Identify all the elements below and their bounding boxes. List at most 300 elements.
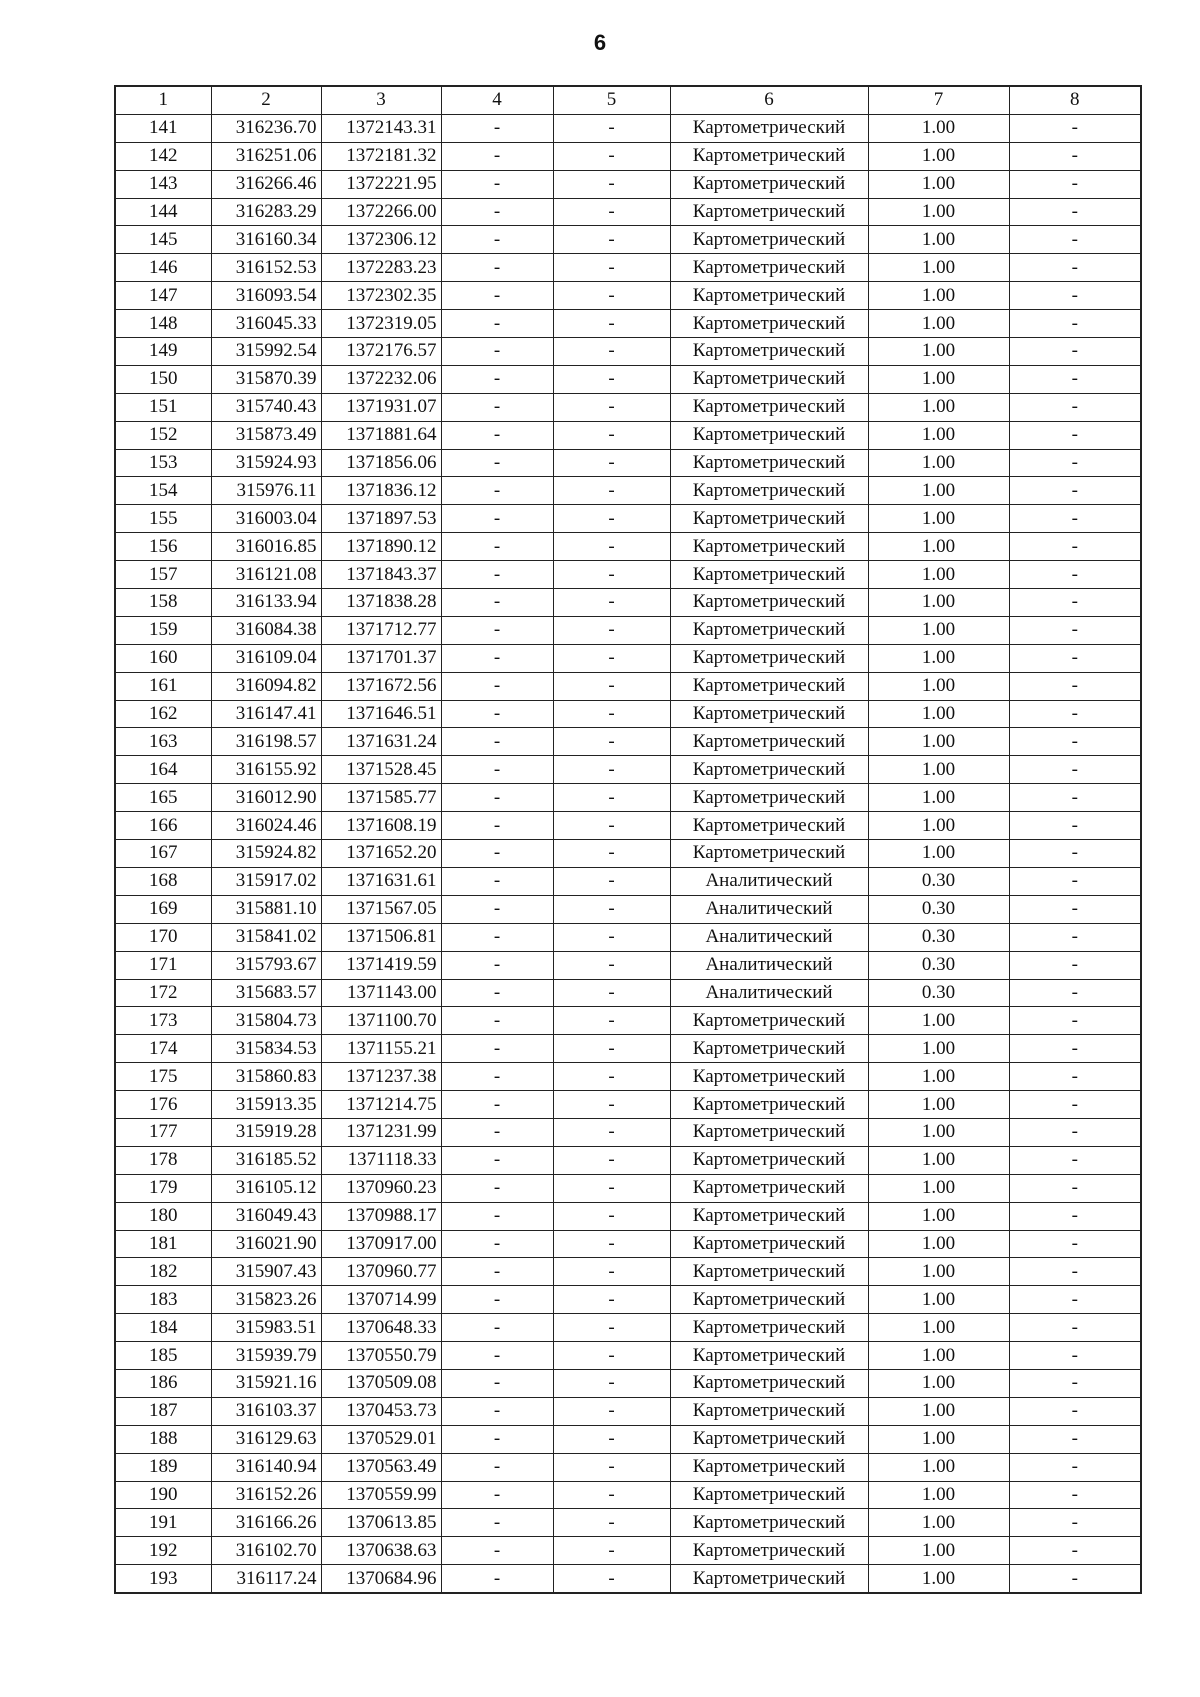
x-coordinate-cell: 316121.08 [211, 561, 321, 589]
accuracy-cell: 1.00 [868, 254, 1009, 282]
y-coordinate-cell: 1371155.21 [321, 1035, 441, 1063]
method-cell: Картометрический [670, 589, 868, 617]
table-row [115, 338, 1141, 366]
y-coordinate-cell: 1370960.77 [321, 1258, 441, 1286]
col4-cell: - [441, 533, 553, 561]
method-cell: Картометрический [670, 1202, 868, 1230]
col5-cell: - [553, 672, 670, 700]
accuracy-cell: 1.00 [868, 477, 1009, 505]
y-coordinate-cell: 1371214.75 [321, 1091, 441, 1119]
col5-cell: - [553, 477, 670, 505]
col4-cell: - [441, 1007, 553, 1035]
col5-cell: - [553, 951, 670, 979]
col8-cell: - [1009, 1007, 1141, 1035]
point-number-cell: 162 [115, 700, 211, 728]
col8-cell: - [1009, 1509, 1141, 1537]
accuracy-cell: 1.00 [868, 449, 1009, 477]
col5-cell: - [553, 1453, 670, 1481]
col8-cell: - [1009, 533, 1141, 561]
y-coordinate-cell: 1372266.00 [321, 198, 441, 226]
col8-cell: - [1009, 254, 1141, 282]
col8-cell: - [1009, 1425, 1141, 1453]
table-row [115, 198, 1141, 226]
method-cell: Картометрический [670, 170, 868, 198]
col4-cell: - [441, 226, 553, 254]
table-row [115, 756, 1141, 784]
col5-cell: - [553, 1425, 670, 1453]
accuracy-cell: 1.00 [868, 1118, 1009, 1146]
y-coordinate-cell: 1371231.99 [321, 1118, 441, 1146]
point-number-cell: 181 [115, 1230, 211, 1258]
column-header: 5 [553, 86, 670, 114]
col8-cell: - [1009, 1481, 1141, 1509]
point-number-cell: 172 [115, 979, 211, 1007]
method-cell: Картометрический [670, 1174, 868, 1202]
method-cell: Картометрический [670, 505, 868, 533]
col4-cell: - [441, 1258, 553, 1286]
x-coordinate-cell: 315881.10 [211, 895, 321, 923]
col8-cell: - [1009, 1230, 1141, 1258]
table-row [115, 700, 1141, 728]
col4-cell: - [441, 1314, 553, 1342]
table-row [115, 840, 1141, 868]
method-cell: Картометрический [670, 226, 868, 254]
col8-cell: - [1009, 812, 1141, 840]
col8-cell: - [1009, 198, 1141, 226]
method-cell: Картометрический [670, 644, 868, 672]
coordinates-table [114, 85, 1142, 1594]
y-coordinate-cell: 1372176.57 [321, 338, 441, 366]
method-cell: Картометрический [670, 561, 868, 589]
y-coordinate-cell: 1370684.96 [321, 1565, 441, 1593]
col8-cell: - [1009, 338, 1141, 366]
point-number-cell: 171 [115, 951, 211, 979]
col5-cell: - [553, 1509, 670, 1537]
method-cell: Аналитический [670, 895, 868, 923]
x-coordinate-cell: 316166.26 [211, 1509, 321, 1537]
method-cell: Картометрический [670, 338, 868, 366]
method-cell: Картометрический [670, 533, 868, 561]
accuracy-cell: 1.00 [868, 1342, 1009, 1370]
accuracy-cell: 1.00 [868, 1425, 1009, 1453]
table-row [115, 1146, 1141, 1174]
x-coordinate-cell: 315924.93 [211, 449, 321, 477]
y-coordinate-cell: 1371585.77 [321, 784, 441, 812]
col8-cell: - [1009, 1063, 1141, 1091]
method-cell: Картометрический [670, 840, 868, 868]
x-coordinate-cell: 315921.16 [211, 1369, 321, 1397]
point-number-cell: 191 [115, 1509, 211, 1537]
col4-cell: - [441, 672, 553, 700]
col8-cell: - [1009, 282, 1141, 310]
x-coordinate-cell: 316102.70 [211, 1537, 321, 1565]
col4-cell: - [441, 1091, 553, 1119]
col4-cell: - [441, 1509, 553, 1537]
accuracy-cell: 1.00 [868, 142, 1009, 170]
col5-cell: - [553, 198, 670, 226]
y-coordinate-cell: 1371631.61 [321, 867, 441, 895]
method-cell: Аналитический [670, 923, 868, 951]
col4-cell: - [441, 700, 553, 728]
y-coordinate-cell: 1372306.12 [321, 226, 441, 254]
col5-cell: - [553, 812, 670, 840]
col5-cell: - [553, 784, 670, 812]
col8-cell: - [1009, 114, 1141, 142]
col8-cell: - [1009, 840, 1141, 868]
accuracy-cell: 1.00 [868, 784, 1009, 812]
column-header: 4 [441, 86, 553, 114]
col5-cell: - [553, 1397, 670, 1425]
table-row [115, 812, 1141, 840]
y-coordinate-cell: 1372319.05 [321, 310, 441, 338]
point-number-cell: 182 [115, 1258, 211, 1286]
x-coordinate-cell: 316016.85 [211, 533, 321, 561]
method-cell: Картометрический [670, 1063, 868, 1091]
col4-cell: - [441, 1174, 553, 1202]
method-cell: Картометрический [670, 1565, 868, 1593]
point-number-cell: 160 [115, 644, 211, 672]
point-number-cell: 166 [115, 812, 211, 840]
col8-cell: - [1009, 895, 1141, 923]
point-number-cell: 144 [115, 198, 211, 226]
table-row [115, 1230, 1141, 1258]
point-number-cell: 141 [115, 114, 211, 142]
x-coordinate-cell: 316045.33 [211, 310, 321, 338]
col8-cell: - [1009, 505, 1141, 533]
table-header-row [115, 86, 1141, 114]
col5-cell: - [553, 644, 670, 672]
table-row [115, 393, 1141, 421]
table-row [115, 1314, 1141, 1342]
y-coordinate-cell: 1371856.06 [321, 449, 441, 477]
point-number-cell: 190 [115, 1481, 211, 1509]
x-coordinate-cell: 316140.94 [211, 1453, 321, 1481]
col5-cell: - [553, 449, 670, 477]
accuracy-cell: 1.00 [868, 812, 1009, 840]
point-number-cell: 154 [115, 477, 211, 505]
col8-cell: - [1009, 1202, 1141, 1230]
table-row [115, 1035, 1141, 1063]
col8-cell: - [1009, 310, 1141, 338]
column-header: 3 [321, 86, 441, 114]
y-coordinate-cell: 1372232.06 [321, 365, 441, 393]
col4-cell: - [441, 840, 553, 868]
col8-cell: - [1009, 728, 1141, 756]
col4-cell: - [441, 254, 553, 282]
col8-cell: - [1009, 1258, 1141, 1286]
col8-cell: - [1009, 142, 1141, 170]
accuracy-cell: 1.00 [868, 589, 1009, 617]
col4-cell: - [441, 449, 553, 477]
y-coordinate-cell: 1370529.01 [321, 1425, 441, 1453]
table-row [115, 979, 1141, 1007]
table-row [115, 616, 1141, 644]
col5-cell: - [553, 170, 670, 198]
method-cell: Картометрический [670, 1035, 868, 1063]
col8-cell: - [1009, 1286, 1141, 1314]
accuracy-cell: 1.00 [868, 533, 1009, 561]
col8-cell: - [1009, 672, 1141, 700]
table-row [115, 1091, 1141, 1119]
method-cell: Картометрический [670, 1453, 868, 1481]
col8-cell: - [1009, 644, 1141, 672]
col4-cell: - [441, 1202, 553, 1230]
table-row [115, 1537, 1141, 1565]
accuracy-cell: 1.00 [868, 1481, 1009, 1509]
table-row [115, 895, 1141, 923]
table-row [115, 310, 1141, 338]
col8-cell: - [1009, 477, 1141, 505]
method-cell: Аналитический [670, 979, 868, 1007]
col8-cell: - [1009, 449, 1141, 477]
col5-cell: - [553, 840, 670, 868]
table-row [115, 282, 1141, 310]
table-row [115, 1397, 1141, 1425]
point-number-cell: 186 [115, 1369, 211, 1397]
table-row [115, 951, 1141, 979]
col4-cell: - [441, 365, 553, 393]
point-number-cell: 179 [115, 1174, 211, 1202]
x-coordinate-cell: 315860.83 [211, 1063, 321, 1091]
accuracy-cell: 1.00 [868, 1509, 1009, 1537]
col5-cell: - [553, 1007, 670, 1035]
accuracy-cell: 1.00 [868, 365, 1009, 393]
accuracy-cell: 1.00 [868, 1007, 1009, 1035]
table-row [115, 561, 1141, 589]
x-coordinate-cell: 315841.02 [211, 923, 321, 951]
col5-cell: - [553, 589, 670, 617]
y-coordinate-cell: 1370917.00 [321, 1230, 441, 1258]
x-coordinate-cell: 316012.90 [211, 784, 321, 812]
col5-cell: - [553, 142, 670, 170]
method-cell: Картометрический [670, 1258, 868, 1286]
point-number-cell: 151 [115, 393, 211, 421]
col4-cell: - [441, 1035, 553, 1063]
col5-cell: - [553, 393, 670, 421]
y-coordinate-cell: 1371506.81 [321, 923, 441, 951]
x-coordinate-cell: 315870.39 [211, 365, 321, 393]
point-number-cell: 189 [115, 1453, 211, 1481]
accuracy-cell: 0.30 [868, 951, 1009, 979]
accuracy-cell: 1.00 [868, 561, 1009, 589]
accuracy-cell: 1.00 [868, 1146, 1009, 1174]
col8-cell: - [1009, 1146, 1141, 1174]
col4-cell: - [441, 1453, 553, 1481]
y-coordinate-cell: 1371931.07 [321, 393, 441, 421]
y-coordinate-cell: 1371631.24 [321, 728, 441, 756]
accuracy-cell: 1.00 [868, 840, 1009, 868]
col5-cell: - [553, 923, 670, 951]
col4-cell: - [441, 1481, 553, 1509]
table-row [115, 1453, 1141, 1481]
x-coordinate-cell: 316266.46 [211, 170, 321, 198]
col4-cell: - [441, 951, 553, 979]
y-coordinate-cell: 1370714.99 [321, 1286, 441, 1314]
col8-cell: - [1009, 1369, 1141, 1397]
col8-cell: - [1009, 1397, 1141, 1425]
accuracy-cell: 1.00 [868, 1230, 1009, 1258]
column-header: 1 [115, 86, 211, 114]
y-coordinate-cell: 1371646.51 [321, 700, 441, 728]
y-coordinate-cell: 1371838.28 [321, 589, 441, 617]
col5-cell: - [553, 1202, 670, 1230]
col5-cell: - [553, 1342, 670, 1370]
col8-cell: - [1009, 1091, 1141, 1119]
y-coordinate-cell: 1370638.63 [321, 1537, 441, 1565]
method-cell: Картометрический [670, 1509, 868, 1537]
accuracy-cell: 1.00 [868, 1063, 1009, 1091]
point-number-cell: 161 [115, 672, 211, 700]
col4-cell: - [441, 477, 553, 505]
method-cell: Картометрический [670, 1425, 868, 1453]
accuracy-cell: 1.00 [868, 1565, 1009, 1593]
accuracy-cell: 1.00 [868, 282, 1009, 310]
accuracy-cell: 1.00 [868, 1537, 1009, 1565]
col5-cell: - [553, 505, 670, 533]
col5-cell: - [553, 728, 670, 756]
col5-cell: - [553, 756, 670, 784]
method-cell: Картометрический [670, 114, 868, 142]
table-row [115, 449, 1141, 477]
col8-cell: - [1009, 700, 1141, 728]
accuracy-cell: 1.00 [868, 1035, 1009, 1063]
point-number-cell: 159 [115, 616, 211, 644]
table-row [115, 1342, 1141, 1370]
method-cell: Картометрический [670, 728, 868, 756]
accuracy-cell: 1.00 [868, 226, 1009, 254]
method-cell: Картометрический [670, 421, 868, 449]
col8-cell: - [1009, 589, 1141, 617]
table-row [115, 1565, 1141, 1593]
y-coordinate-cell: 1371118.33 [321, 1146, 441, 1174]
point-number-cell: 164 [115, 756, 211, 784]
table-row [115, 1174, 1141, 1202]
table-body [115, 114, 1141, 1593]
method-cell: Картометрический [670, 393, 868, 421]
x-coordinate-cell: 316103.37 [211, 1397, 321, 1425]
col4-cell: - [441, 114, 553, 142]
col8-cell: - [1009, 867, 1141, 895]
y-coordinate-cell: 1371843.37 [321, 561, 441, 589]
x-coordinate-cell: 316021.90 [211, 1230, 321, 1258]
col8-cell: - [1009, 1453, 1141, 1481]
col4-cell: - [441, 310, 553, 338]
col8-cell: - [1009, 1342, 1141, 1370]
method-cell: Картометрический [670, 1007, 868, 1035]
col8-cell: - [1009, 1314, 1141, 1342]
table-row [115, 1286, 1141, 1314]
col4-cell: - [441, 282, 553, 310]
col4-cell: - [441, 505, 553, 533]
col8-cell: - [1009, 1035, 1141, 1063]
accuracy-cell: 1.00 [868, 700, 1009, 728]
method-cell: Картометрический [670, 142, 868, 170]
col5-cell: - [553, 1537, 670, 1565]
y-coordinate-cell: 1370550.79 [321, 1342, 441, 1370]
table-row [115, 923, 1141, 951]
x-coordinate-cell: 316049.43 [211, 1202, 321, 1230]
y-coordinate-cell: 1371652.20 [321, 840, 441, 868]
col8-cell: - [1009, 979, 1141, 1007]
col5-cell: - [553, 1286, 670, 1314]
accuracy-cell: 1.00 [868, 310, 1009, 338]
accuracy-cell: 1.00 [868, 1453, 1009, 1481]
table-row [115, 1369, 1141, 1397]
col5-cell: - [553, 867, 670, 895]
x-coordinate-cell: 316093.54 [211, 282, 321, 310]
col4-cell: - [441, 895, 553, 923]
point-number-cell: 142 [115, 142, 211, 170]
point-number-cell: 157 [115, 561, 211, 589]
accuracy-cell: 0.30 [868, 923, 1009, 951]
accuracy-cell: 1.00 [868, 421, 1009, 449]
table-row [115, 533, 1141, 561]
y-coordinate-cell: 1372181.32 [321, 142, 441, 170]
table-row [115, 170, 1141, 198]
y-coordinate-cell: 1371419.59 [321, 951, 441, 979]
point-number-cell: 145 [115, 226, 211, 254]
col4-cell: - [441, 1146, 553, 1174]
col5-cell: - [553, 616, 670, 644]
col8-cell: - [1009, 923, 1141, 951]
col4-cell: - [441, 198, 553, 226]
col4-cell: - [441, 812, 553, 840]
col8-cell: - [1009, 1537, 1141, 1565]
method-cell: Картометрический [670, 616, 868, 644]
col8-cell: - [1009, 561, 1141, 589]
x-coordinate-cell: 316198.57 [211, 728, 321, 756]
table-row [115, 477, 1141, 505]
accuracy-cell: 1.00 [868, 1091, 1009, 1119]
point-number-cell: 143 [115, 170, 211, 198]
point-number-cell: 183 [115, 1286, 211, 1314]
point-number-cell: 176 [115, 1091, 211, 1119]
accuracy-cell: 1.00 [868, 1397, 1009, 1425]
column-header: 7 [868, 86, 1009, 114]
method-cell: Картометрический [670, 812, 868, 840]
method-cell: Картометрический [670, 310, 868, 338]
y-coordinate-cell: 1371672.56 [321, 672, 441, 700]
y-coordinate-cell: 1371143.00 [321, 979, 441, 1007]
method-cell: Картометрический [670, 1314, 868, 1342]
col5-cell: - [553, 1481, 670, 1509]
point-number-cell: 155 [115, 505, 211, 533]
method-cell: Картометрический [670, 254, 868, 282]
column-header: 2 [211, 86, 321, 114]
method-cell: Картометрический [670, 1537, 868, 1565]
x-coordinate-cell: 316129.63 [211, 1425, 321, 1453]
x-coordinate-cell: 315913.35 [211, 1091, 321, 1119]
table-row [115, 589, 1141, 617]
col4-cell: - [441, 170, 553, 198]
col5-cell: - [553, 310, 670, 338]
method-cell: Картометрический [670, 365, 868, 393]
x-coordinate-cell: 315919.28 [211, 1118, 321, 1146]
point-number-cell: 167 [115, 840, 211, 868]
table-row [115, 1509, 1141, 1537]
point-number-cell: 192 [115, 1537, 211, 1565]
method-cell: Картометрический [670, 477, 868, 505]
y-coordinate-cell: 1370648.33 [321, 1314, 441, 1342]
col8-cell: - [1009, 616, 1141, 644]
point-number-cell: 156 [115, 533, 211, 561]
accuracy-cell: 1.00 [868, 505, 1009, 533]
table-row [115, 1425, 1141, 1453]
col5-cell: - [553, 254, 670, 282]
col5-cell: - [553, 895, 670, 923]
method-cell: Картометрический [670, 1481, 868, 1509]
table-row [115, 365, 1141, 393]
